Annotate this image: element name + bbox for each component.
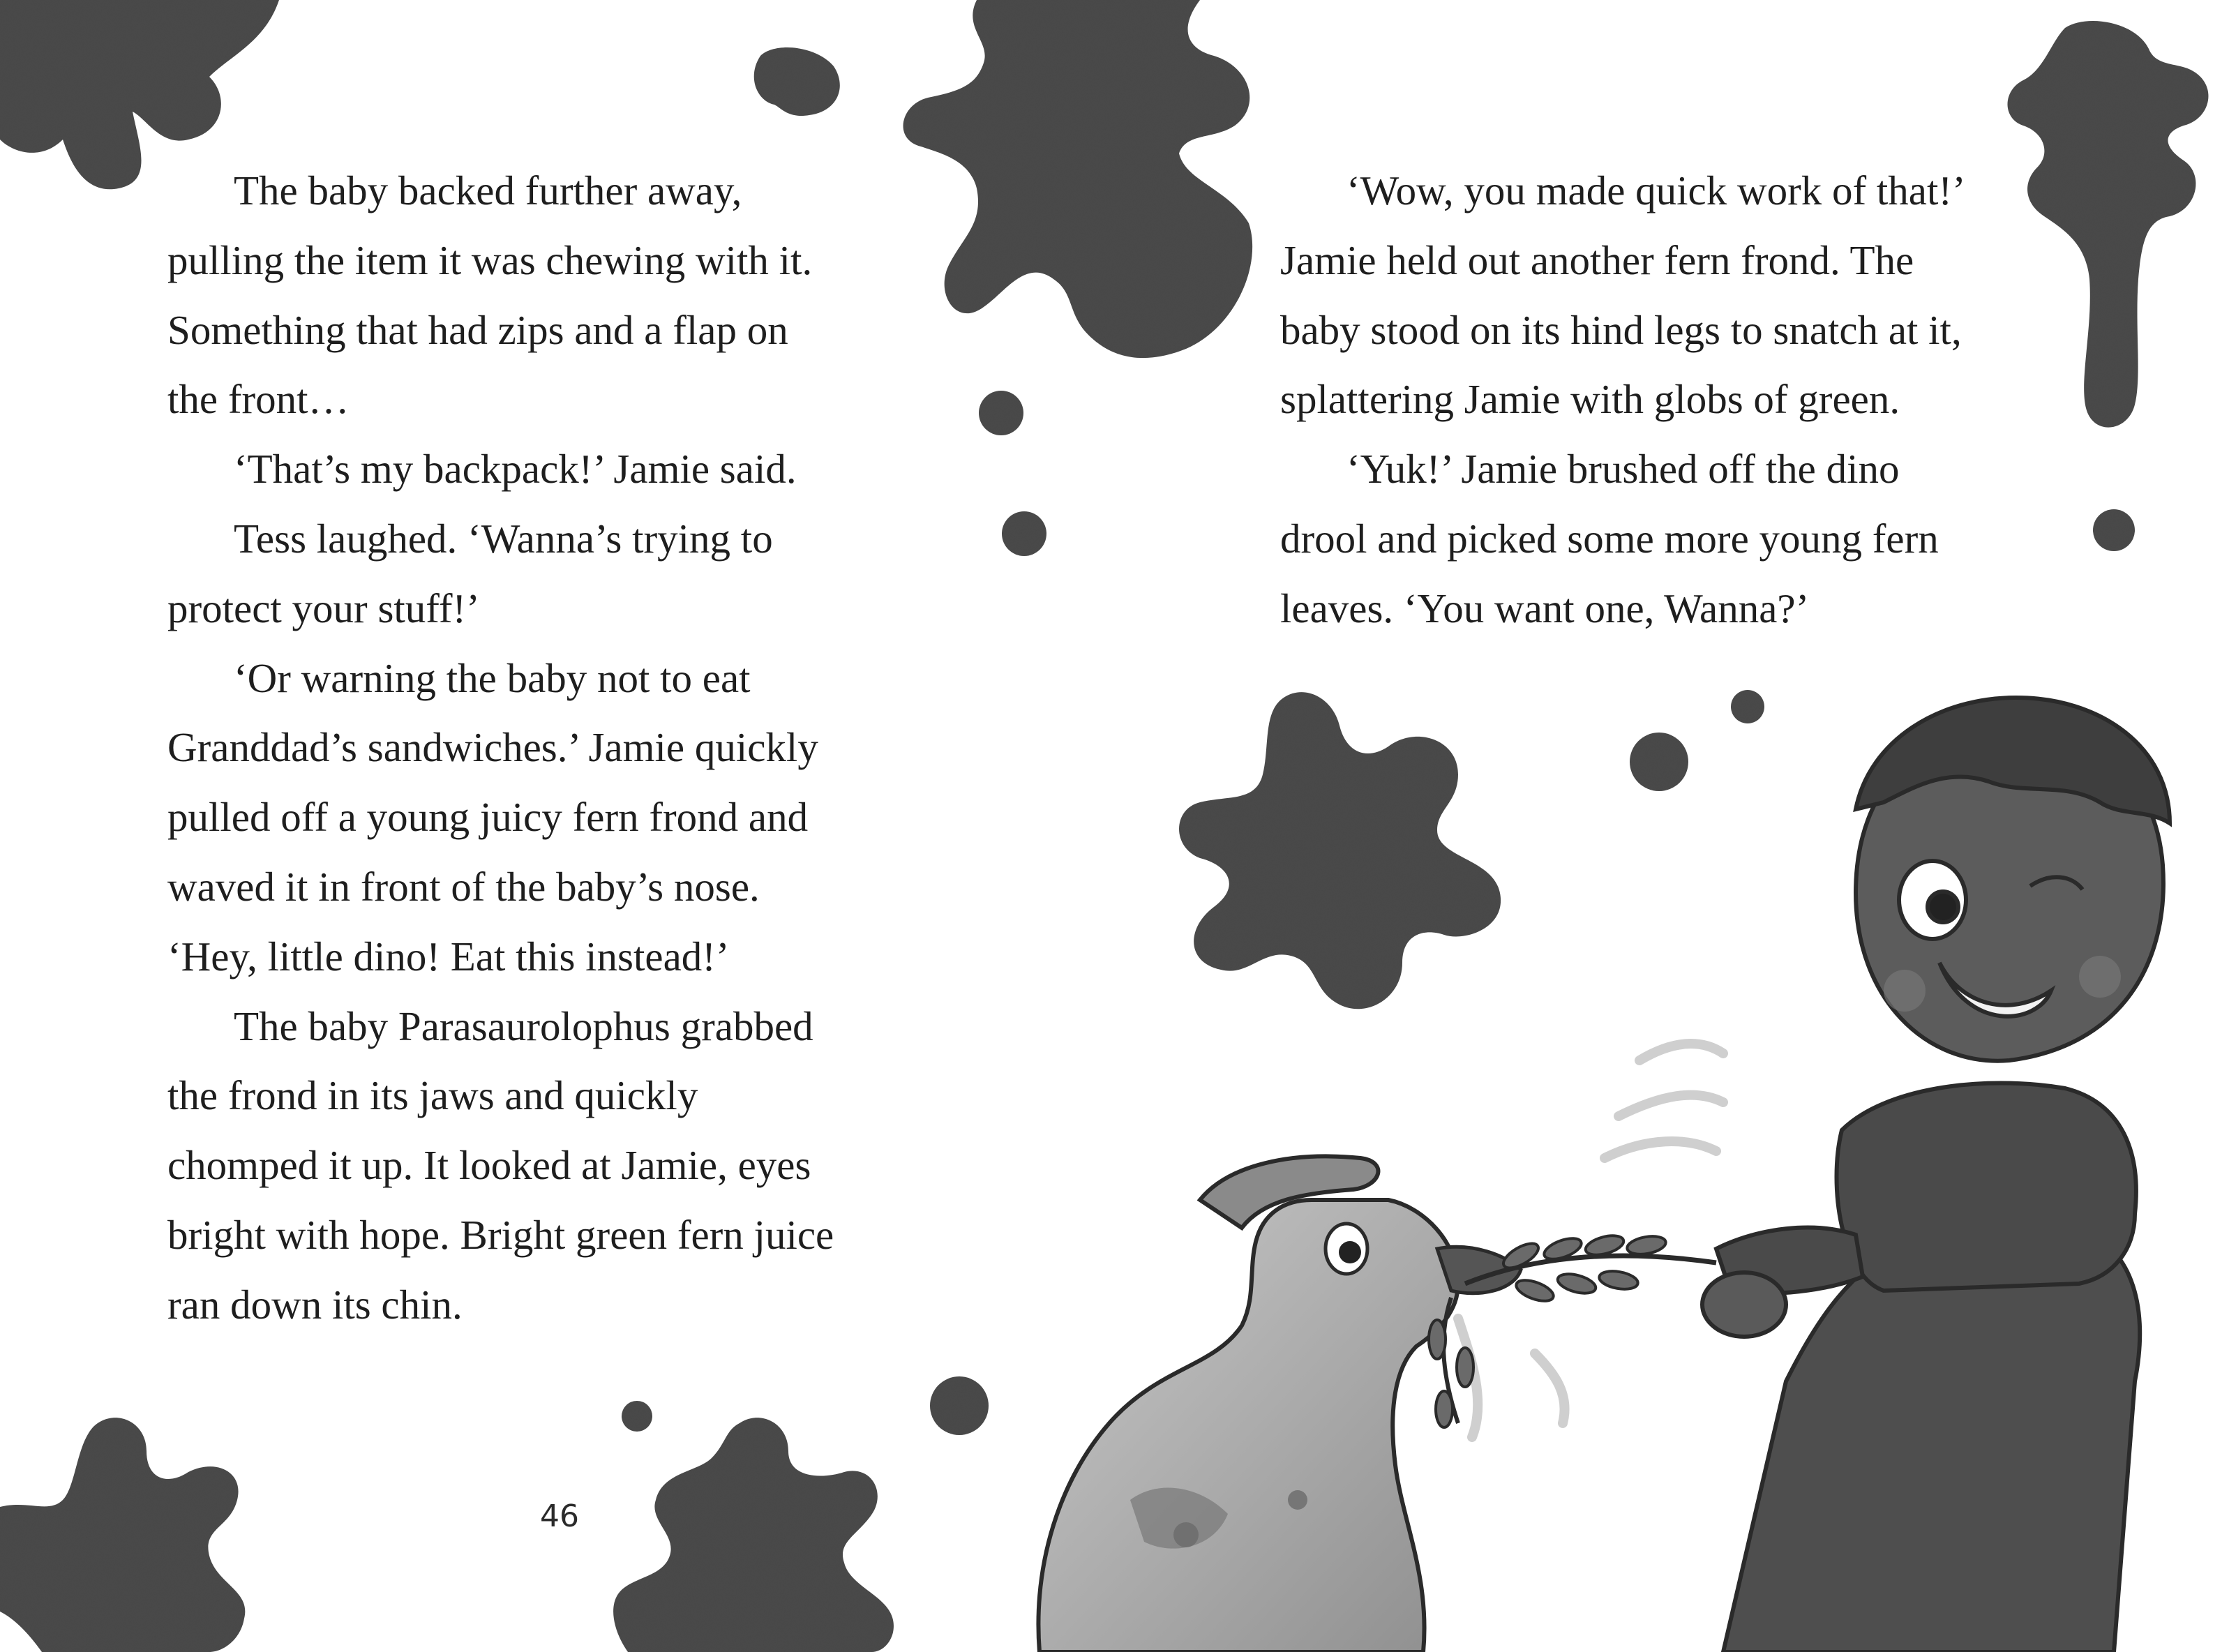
text-line: bright with hope. Bright green fern juice <box>167 1211 834 1258</box>
text-line: the frond in its jaws and quickly <box>167 1072 698 1119</box>
boy-icon <box>1702 698 2170 1652</box>
slime-splat-icon <box>613 1418 894 1652</box>
slime-splat-icon <box>1731 690 1764 723</box>
left-text-column <box>167 156 949 1340</box>
text-line: baby stood on its hind legs to snatch at it, <box>1280 306 1962 353</box>
text-line: the front… <box>167 376 350 423</box>
slime-splat-icon <box>903 0 1253 358</box>
text-line: Granddad’s sandwiches.’ Jamie quickly <box>167 724 818 771</box>
text-line: pulled off a young juicy fern frond and <box>167 794 809 841</box>
text-line: ‘Hey, little dino! Eat this instead!’ <box>167 933 730 979</box>
slime-splat-icon <box>622 1401 652 1432</box>
text-line: ‘Wow, you made quick work of that!’ <box>1346 167 1966 213</box>
text-line: leaves. ‘You want one, Wanna?’ <box>1280 585 1810 631</box>
slime-splat-icon <box>930 1376 989 1435</box>
text-line: ‘Or warning the baby not to eat <box>234 654 751 701</box>
slime-splat-icon <box>1002 511 1046 556</box>
text-line: Something that had zips and a flap on <box>167 306 788 353</box>
text-line: pulling the item it was chewing with it. <box>167 236 813 283</box>
text-line: protect your stuff!’ <box>167 585 480 631</box>
page-number: 46 <box>540 1499 579 1534</box>
text-line: Tess laughed. ‘Wanna’s trying to <box>234 515 773 562</box>
slime-splat-icon <box>2093 509 2135 551</box>
text-line: chomped it up. It looked at Jamie, eyes <box>167 1142 811 1189</box>
slime-splat-icon <box>0 1418 245 1652</box>
slime-splat-icon <box>979 391 1023 435</box>
text-line: The baby Parasaurolophus grabbed <box>234 1003 813 1049</box>
right-text-column <box>1280 156 2089 644</box>
text-line: drool and picked some more young fern <box>1280 515 1939 562</box>
text-line: ‘Yuk!’ Jamie brushed off the dino <box>1346 446 1900 493</box>
slime-splat-icon <box>754 47 840 116</box>
text-line: The baby backed further away, <box>234 167 742 213</box>
text-line: ‘That’s my backpack!’ Jamie said. <box>234 446 797 493</box>
slime-splat-icon <box>1179 692 1501 1009</box>
slime-splat-icon <box>1630 733 1688 791</box>
text-line: ran down its chin. <box>167 1281 463 1328</box>
text-line: splattering Jamie with globs of green. <box>1280 376 1900 423</box>
text-line: Jamie held out another fern frond. The <box>1280 236 1914 283</box>
text-line: waved it in front of the baby’s nose. <box>167 863 760 910</box>
